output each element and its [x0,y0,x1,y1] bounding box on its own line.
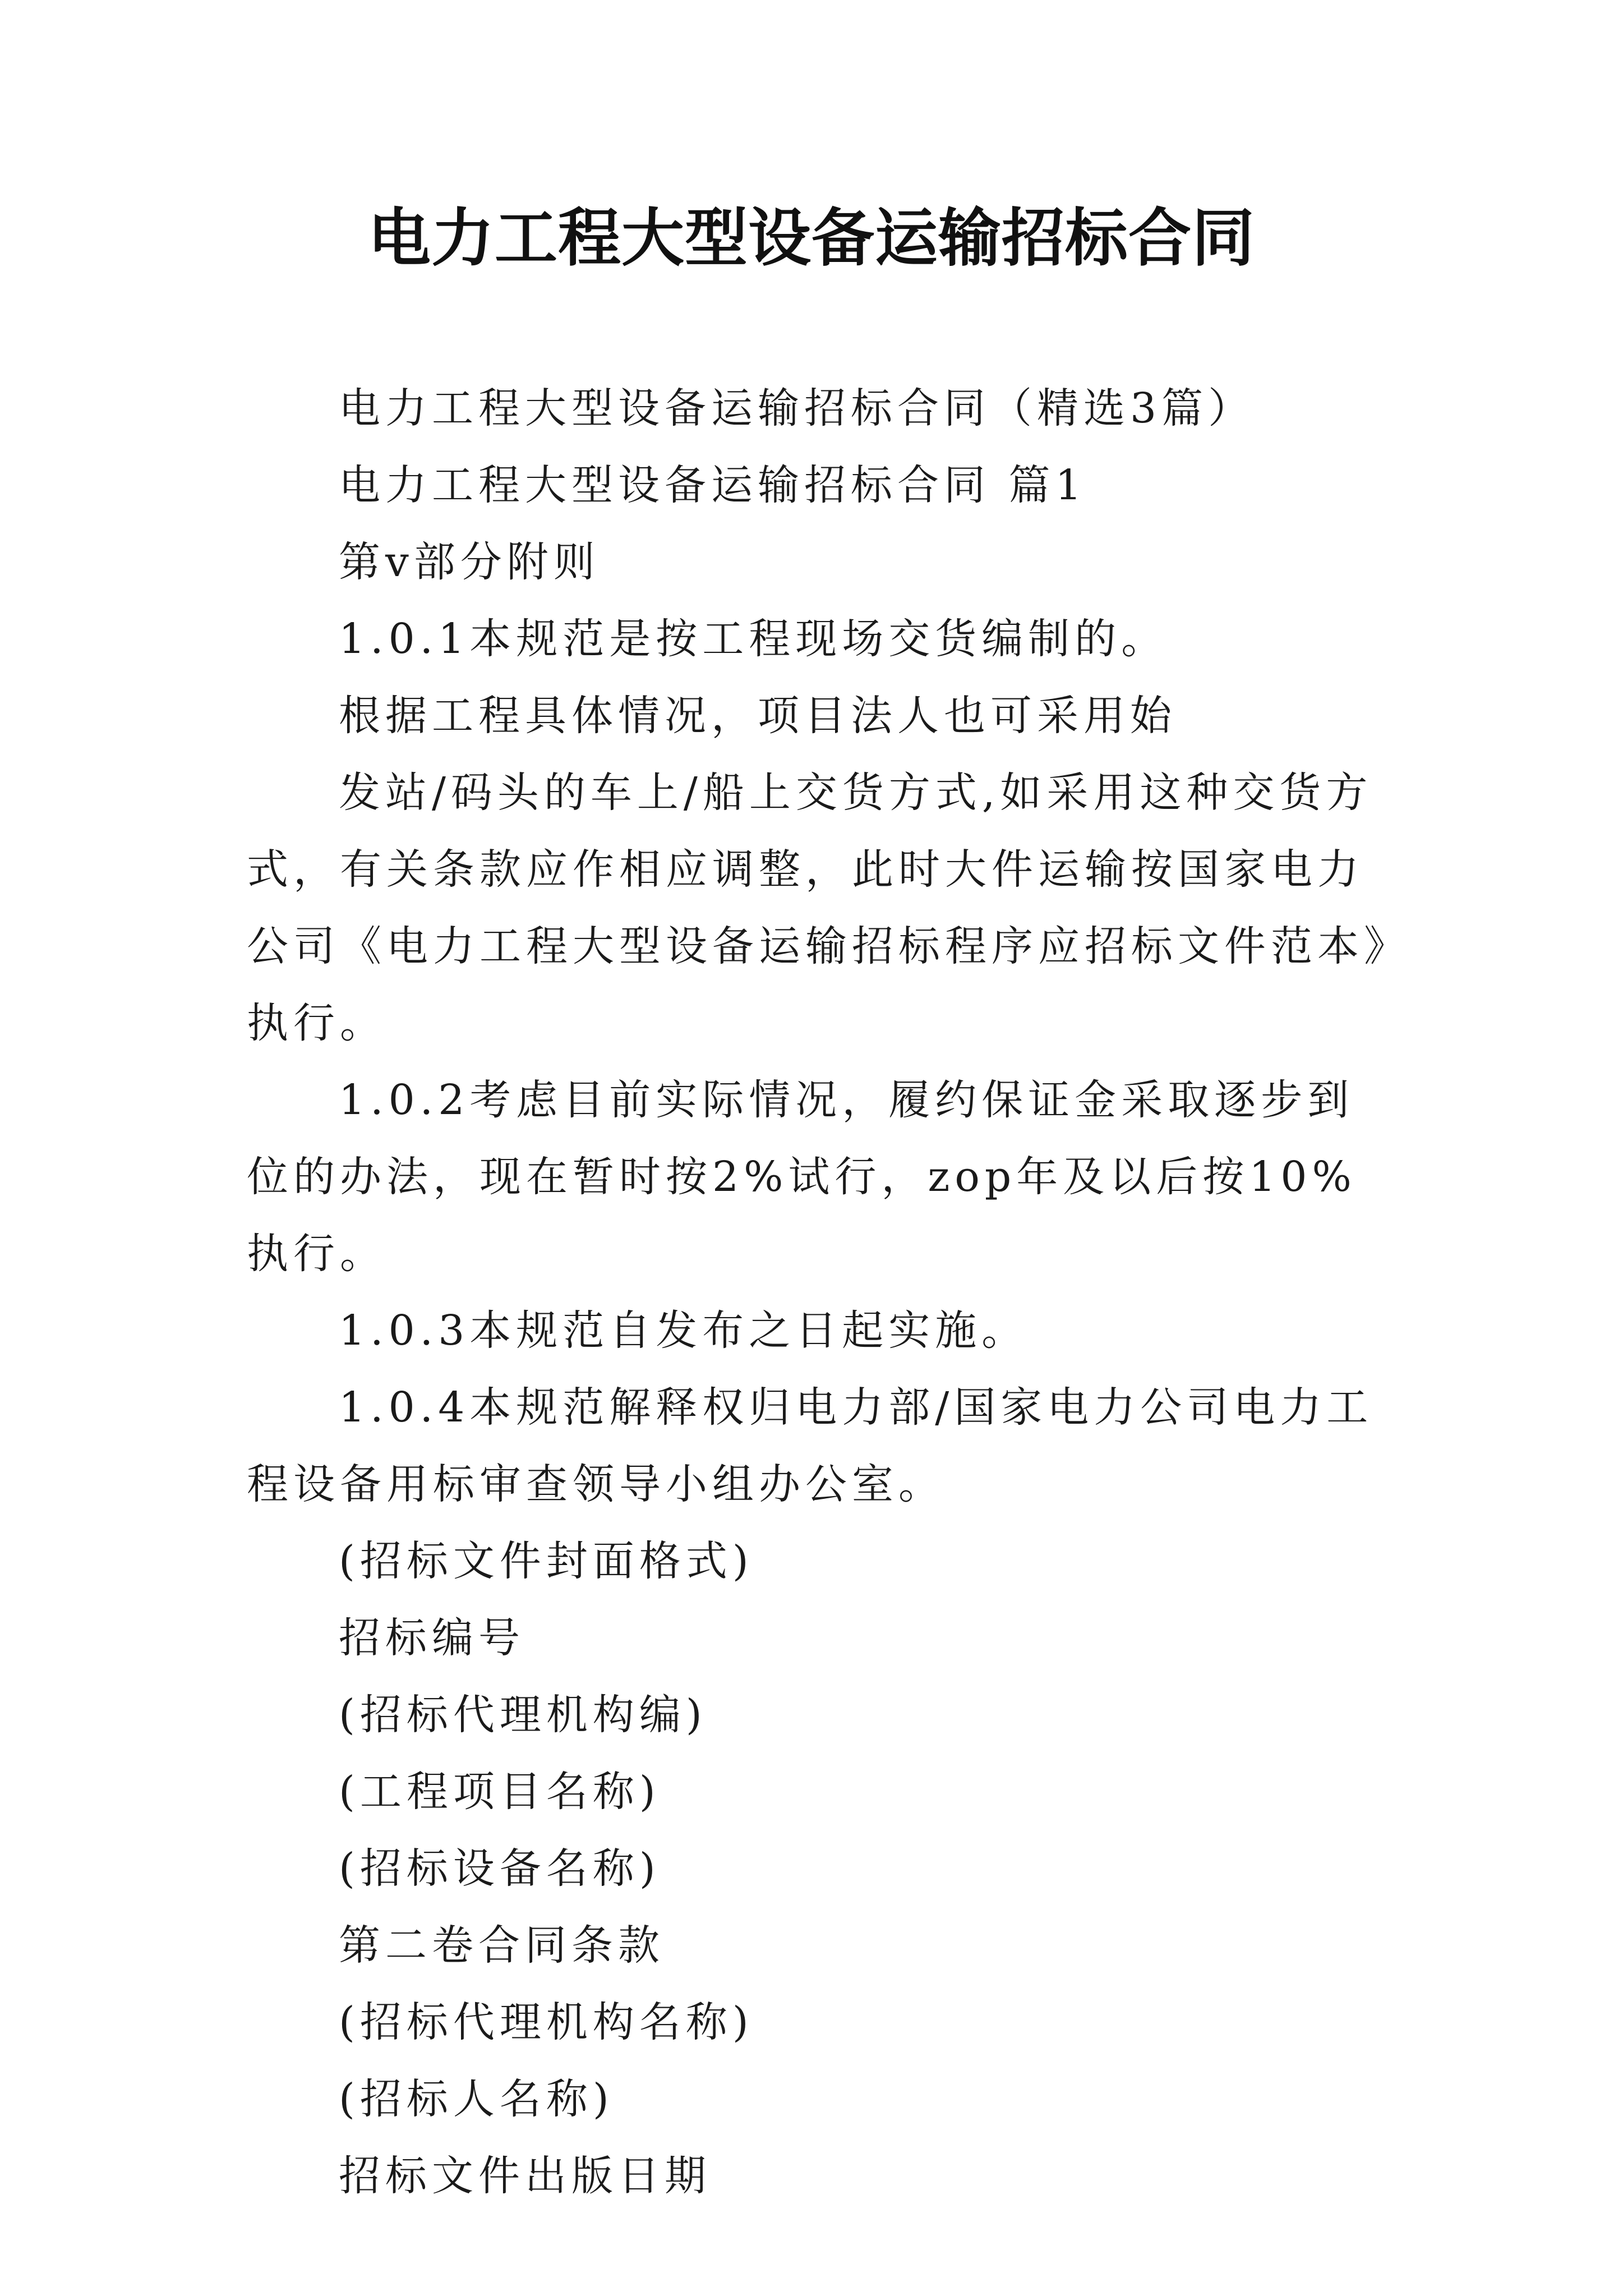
paragraph: 第二卷合同条款 [339,1921,665,1970]
paragraph: (工程项目名称) [339,1768,661,1816]
document-body [247,370,1391,2215]
document-title: 电力工程大型设备运输招标合同 [368,202,1255,275]
paragraph-part-heading: 电力工程大型设备运输招标合同 篇1 [339,461,1087,509]
paragraph-clause-1-0-2: 1.0.2考虑目前实际情况，履约保证金采取逐步到位的办法，现在暂时按2%试行，zop年及以后按10%执行。 [247,1076,1357,1278]
paragraph-clause-1-0-3: 1.0.3本规范自发布之日起实施。 [339,1306,1029,1355]
paragraph-clause-1-0-4: 1.0.4本规范解释权归电力部/国家电力公司电力工程设备用标审查领导小组办公室。 [247,1383,1373,1508]
paragraph-section-heading: 第v部分附则 [339,538,600,586]
paragraph: (招标人名称) [339,2075,614,2123]
paragraph-subtitle: 电力工程大型设备运输招标合同（精选3篇） [339,384,1255,432]
paragraph: 根据工程具体情况，项目法人也可采用始 [339,692,1177,740]
paragraph: 招标文件出版日期 [339,2152,711,2200]
paragraph: (招标代理机构名称) [339,1998,754,2046]
paragraph: 发站/码头的车上/船上交货方式,如采用这种交货方式，有关条款应作相应调整，此时大件运输按国家电力公司《电力工程大型设备运输招标程序应招标文件范本》执行。 [247,769,1390,1047]
paragraph: (招标文件封面格式) [339,1537,754,1585]
paragraph-clause-1-0-1: 1.0.1本规范是按工程现场交货编制的。 [339,615,1168,663]
paragraph: 招标编号 [339,1614,525,1662]
paragraph: (招标设备名称) [339,1844,661,1893]
paragraph: (招标代理机构编) [339,1691,707,1739]
